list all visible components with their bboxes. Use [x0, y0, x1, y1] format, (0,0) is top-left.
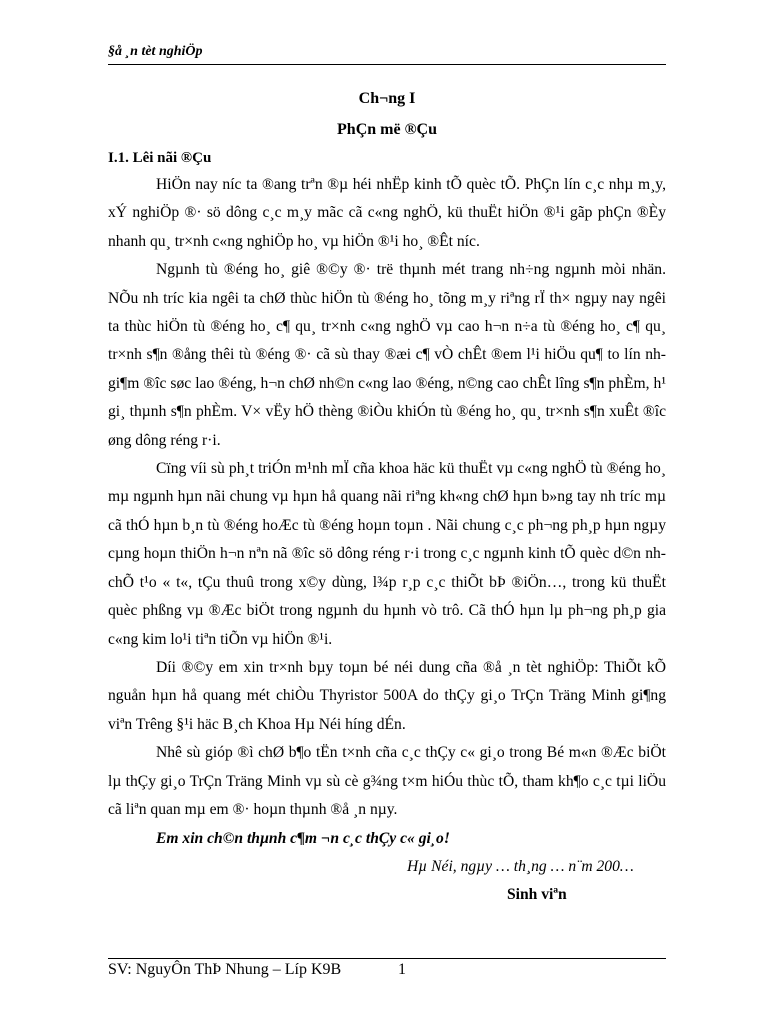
paragraph: HiÖn nay níc ta ®ang trªn ®µ héi nhËp kinh tÕ quèc tÕ. PhÇn lín c¸c nhµ m¸y, xÝ nghiÖp ®· sö dông c¸c m¸y mãc cã c«ng nghÖ, kü thuËt hiÖn ®¹i gãp phÇn ®Èy nhanh qu¸ tr×nh c«ng nghiÖp ho¸ vµ hiÖn ®¹i ho¸ ®Êt níc. [108, 176, 666, 250]
page-number: 1 [398, 961, 406, 978]
thanks-line: Em xin ch©n thµnh c¶m ¬n c¸c thÇy c« gi¸o! [156, 830, 450, 847]
section-heading: I.1. Lêi nãi ®Çu [108, 150, 212, 166]
footer-rule [108, 958, 666, 959]
chapter-title: PhÇn më ®Çu [337, 121, 437, 138]
running-header: §å ¸n tèt nghiÖp [108, 44, 203, 59]
header-rule [108, 64, 666, 65]
footer-student: SV: NguyÔn ThÞ Nhung – Líp K9B [108, 961, 342, 978]
signer-label: Sinh viªn [507, 886, 567, 903]
paragraph: Díi ®©y em xin tr×nh bµy toµn bé néi dung cña ®å ¸n tèt nghiÖp: ThiÕt kÕ nguån hµn hå quang mét chiÒu Thyristor 500A do thÇy gi¸o TrÇn Träng Minh gi¶ng viªn Trêng §¹i häc B¸ch Khoa Hµ Néi híng dÉn. [108, 658, 666, 733]
body-text [108, 171, 666, 824]
paragraph: Nhê sù gióp ®ì chØ b¶o tËn t×nh cña c¸c thÇy c« gi¸o trong Bé m«n ®Æc biÖt lµ thÇy gi¸o TrÇn Träng Minh vµ sù cè g¾ng t×m hiÓu thùc tÕ, tham kh¶o c¸c tµi liÖu cã liªn quan mµ em ®· hoµn thµnh ®å ¸n nµy. [108, 744, 666, 818]
paragraph: Ngµnh tù ®éng ho¸ giê ®©y ®· trë thµnh mét trang nh÷ng ngµnh mòi nhän. NÕu nh tríc kia ngêi ta chØ thùc hiÖn tù ®éng ho¸ tõng m¸y riªng rÏ th× ngµy nay ngêi ta thùc hiÖn tù ®éng ho¸ c¶ qu¸ tr×nh c«ng nghÖ vµ cao h¬n n÷a tù ®éng ho¸ c¶ qu¸ tr×nh s¶n ®ång thêi tù ®éng ®· cã sù thay ®æi c¶ vÒ chÊt ®em l¹i hiÖu qu¶ to lín nh gi¶m ®îc søc lao ®éng, h¬n chØ nh©n c«ng lao ®éng, n©ng cao chÊt lîng s¶n phÈm, h¹ gi¸ thµnh s¶n phÈm. V× vËy hÖ thèng ®iÒu khiÓn tù ®éng ho¸ qu¸ tr×nh s¶n xuÊt ®îc øng dông réng r·i. [108, 261, 666, 449]
chapter-number: Ch¬ng I [358, 90, 416, 107]
date-line: Hµ Néi, ngµy … th¸ng … n¨m 200… [407, 858, 634, 875]
paragraph: Cïng víi sù ph¸t triÓn m¹nh mÏ cña khoa häc kü thuËt vµ c«ng nghÖ tù ®éng ho¸ mµ ngµnh hµn nãi chung vµ hµn hå quang nãi riªng kh«ng chØ hµn b»ng tay nh tríc mµ cã thÓ hµn b¸n tù ®éng hoÆc tù ®éng hoµn toµn . Nãi chung c¸c ph¬ng ph¸p hµn ngµy cµng hoµn thiÖn h¬n nªn nã ®îc sö dông réng r·i trong c¸c ngµnh kinh tÕ quèc d©n nh chÕ t¹o « t«, tÇu thuû trong x©y dùng, l¾p r¸p c¸c thiÕt bÞ ®iÖn…, trong kü thuËt quèc phßng vµ ®Æc biÖt trong ngµnh du hµnh vò trô. Cã thÓ hµn lµ ph¬ng ph¸p gia c«ng kim lo¹i tiªn tiÕn vµ hiÖn ®¹i. [108, 460, 666, 648]
